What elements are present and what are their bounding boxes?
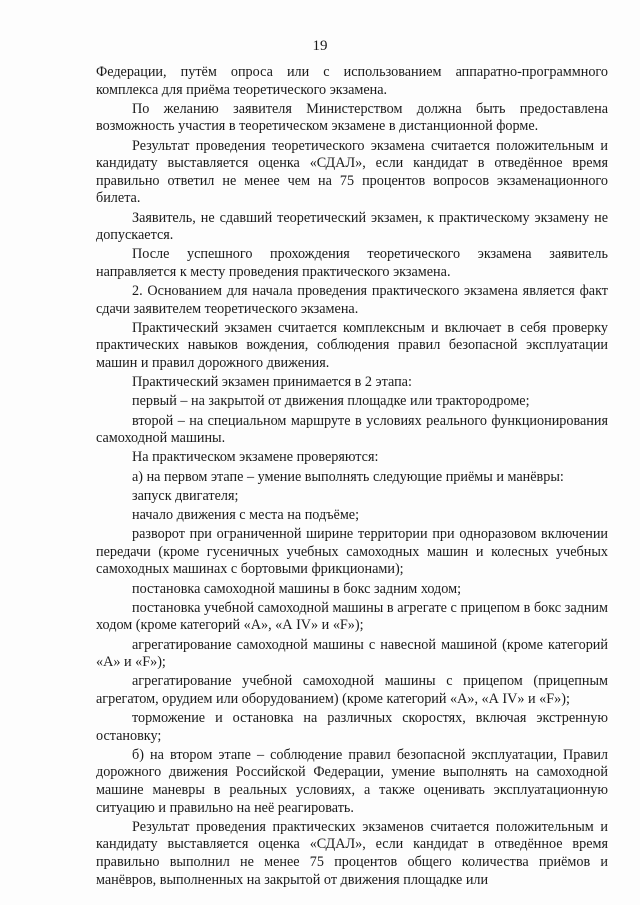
paragraph: На практическом экзамене проверяются: [132,449,379,466]
paragraph: б) на втором этапе – соблюдение правил безопасной эксплуатации, Правил дорожного движения Российской Федерации, умение выполнять на самоходной машине маневры в реальных условиях, а также оценивать эксплуатационную ситуацию и правильно на неё реагировать. [96,746,608,816]
paragraph: агрегатирование самоходной машины с навесной машиной (кроме категорий «А» и «F»); [96,636,608,671]
paragraph: постановка учебной самоходной машины в агрегате с прицепом в бокс задним ходом (кроме категорий «А», «А IV» и «F»); [96,599,608,634]
paragraph: После успешного прохождения теоретического экзамена заявитель направляется к месту проведения практического экзамена. [96,246,608,280]
paragraph: Практический экзамен принимается в 2 этапа: [132,374,412,391]
paragraph: агрегатирование учебной самоходной машины с прицепом (прицепным агрегатом, орудием или оборудованием) (кроме категорий «А», «А IV» и «F»); [96,673,608,707]
page-number: 19 [312,38,328,54]
document-body [96,64,608,891]
paragraph: Результат проведения теоретического экзамена считается положительным и кандидату выставляется оценка «СДАЛ», если кандидат в отведённое время правильно ответил не менее чем на 75 процентов вопросов экзаменационного билета. [96,137,608,207]
paragraph: запуск двигателя; [132,487,239,504]
paragraph: разворот при ограниченной ширине территории при одноразовом включении передачи (кроме гусеничных учебных самоходных машин и колесных учебных самоходных машинах с бортовыми фрикционами); [96,526,608,578]
paragraph: первый – на закрытой от движения площадке или трактородроме; [132,393,530,410]
paragraph: а) на первом этапе – умение выполнять следующие приёмы и манёвры: [132,468,564,485]
paragraph: постановка самоходной машины в бокс задним ходом; [132,580,462,597]
paragraph: Федерации, путём опроса или с использованием аппаратно-программного комплекса для приёма теоретического экзамена. [96,64,608,98]
paragraph: начало движения с места на подъёме; [132,506,360,523]
paragraph: Заявитель, не сдавший теоретический экзамен, к практическому экзамену не допускается. [96,209,608,244]
paragraph: торможение и остановка на различных скоростях, включая экстренную остановку; [96,710,608,744]
paragraph: Результат проведения практических экзаменов считается положительным и кандидату выставляется оценка «СДАЛ», если кандидат в отведённое время правильно выполнил не менее 75 процентов общего количества приёмов и манёвров, выполненных на закрытой от движения площадке или [96,818,608,888]
paragraph: Практический экзамен считается комплексным и включает в себя проверку практических навыков вождения, соблюдения правил безопасной эксплуатации машин и правил дорожного движения. [96,319,608,372]
paragraph: 2. Основанием для начала проведения практического экзамена является факт сдачи заявителем теоретического экзамена. [96,283,608,317]
paragraph: второй – на специальном маршруте в условиях реального функционирования самоходной машины. [96,412,608,447]
paragraph: По желанию заявителя Министерством должна быть предоставлена возможность участия в теоретическом экзамене в дистанционной форме. [96,100,608,135]
